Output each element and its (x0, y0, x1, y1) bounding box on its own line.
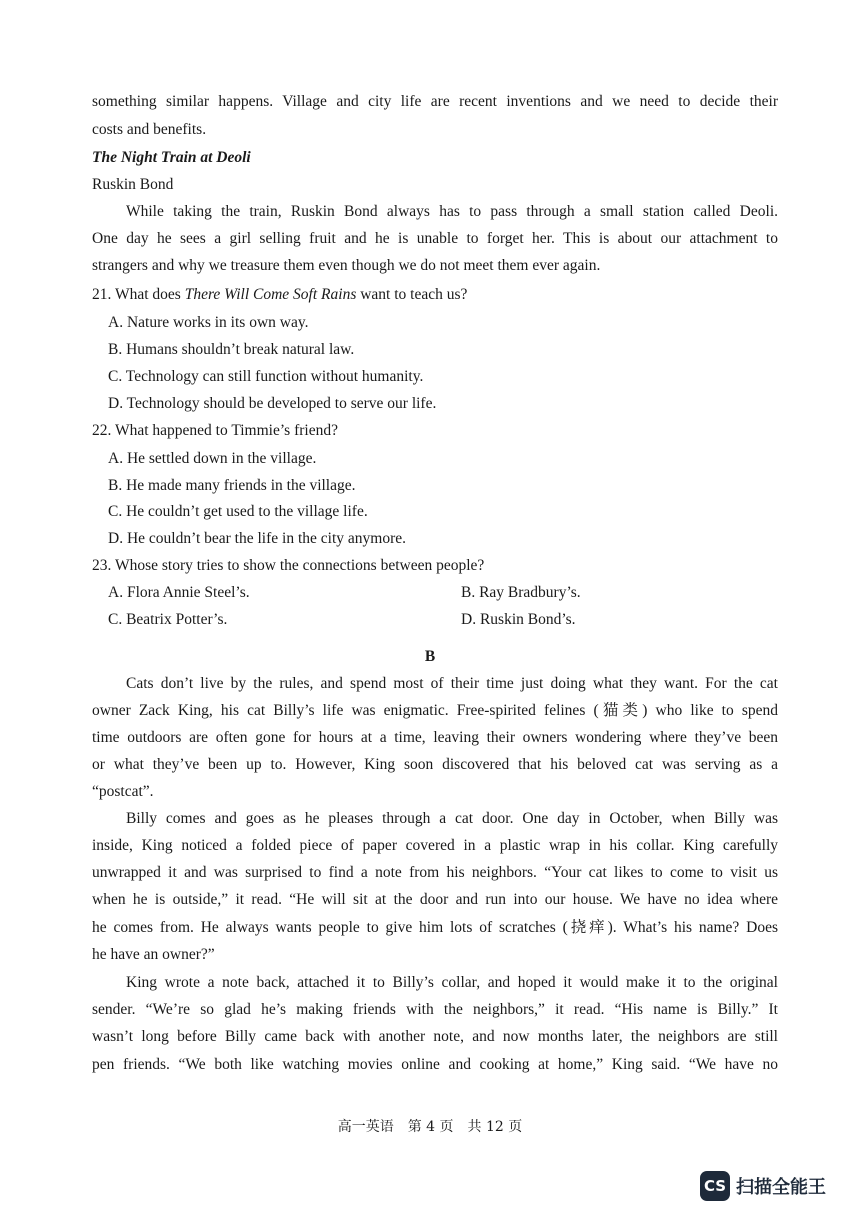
option: B. Ray Bradbury’s. (461, 584, 581, 601)
text-line: sender. “We’re so glad he’s making friends with the neighbors,” it read. “His name is Billy.” It (92, 1001, 778, 1018)
text-line: or what they’ve been up to. However, King soon discovered that his beloved cat was serving as a (92, 756, 778, 773)
text-line: when he is outside,” it read. “He will sit at the door and run into our house. We have no idea where (92, 891, 778, 908)
option: C. Beatrix Potter’s. (108, 611, 228, 628)
scanner-app-name: 扫描全能王 (736, 1177, 826, 1198)
text-line: he have an owner?” (92, 946, 215, 963)
text-line: strangers and why we treasure them even though we do not meet them ever again. (92, 257, 601, 274)
text-line: pen friends. “We both like watching movies online and cooking at home,” King said. “We have no (92, 1056, 778, 1073)
section-heading: B (424, 648, 436, 665)
text-line: something similar happens. Village and city life are recent inventions and we need to decide their (92, 93, 778, 110)
option: D. Ruskin Bond’s. (461, 611, 576, 628)
text-line: wasn’t long before Billy came back with another note, and now months later, the neighbors are still (92, 1028, 778, 1045)
option: A. He settled down in the village. (108, 450, 317, 467)
question-23-stem: 23. Whose story tries to show the connections between people? (92, 557, 485, 574)
option: B. He made many friends in the village. (108, 477, 356, 494)
option: C. He couldn’t get used to the village life. (108, 503, 368, 520)
text-line: “postcat”. (92, 783, 154, 800)
text-line: One day he sees a girl selling fruit and he is unable to forget her. This is about our attachment to (92, 230, 778, 247)
option: A. Nature works in its own way. (108, 314, 309, 331)
text-line: owner Zack King, his cat Billy’s life was enigmatic. Free-spirited felines (猫类) who like to spend (92, 702, 778, 719)
question-22-stem: 22. What happened to Timmie’s friend? (92, 422, 338, 439)
text-line: Billy comes and goes as he pleases through a cat door. One day in October, when Billy was (126, 810, 778, 827)
text-line: While taking the train, Ruskin Bond always has to pass through a small station called Deoli. (126, 203, 778, 220)
option: B. Humans shouldn’t break natural law. (108, 341, 355, 358)
text-line: unwrapped it and was surprised to find a note from his neighbors. “Your cat likes to come to visit us (92, 864, 778, 881)
option: C. Technology can still function without humanity. (108, 368, 424, 385)
scanner-watermark (700, 1171, 826, 1201)
book-title: The Night Train at Deoli (92, 149, 251, 166)
book-author: Ruskin Bond (92, 176, 174, 193)
option: D. Technology should be developed to serve our life. (108, 395, 437, 412)
option: D. He couldn’t bear the life in the city anymore. (108, 530, 406, 547)
text-line: he comes from. He always wants people to give him lots of scratches (挠痒). What’s his name? Does (92, 919, 778, 936)
cs-logo-icon: CS (700, 1171, 730, 1201)
text-line: King wrote a note back, attached it to Billy’s collar, and hoped it would make it to the original (126, 974, 778, 991)
text-line: Cats don’t live by the rules, and spend most of their time just doing what they want. For the cat (126, 675, 778, 692)
option: A. Flora Annie Steel’s. (108, 584, 250, 601)
text-line: inside, King noticed a folded piece of paper covered in a plastic wrap in his collar. King carefully (92, 837, 778, 854)
page-footer: 高一英语 第 4 页 共 12 页 (337, 1119, 523, 1135)
text-line: time outdoors are often gone for hours at a time, leaving their owners wondering where they’ve been (92, 729, 778, 746)
question-21-stem: 21. What does There Will Come Soft Rains want to teach us? (92, 286, 468, 303)
text-line: costs and benefits. (92, 121, 207, 138)
